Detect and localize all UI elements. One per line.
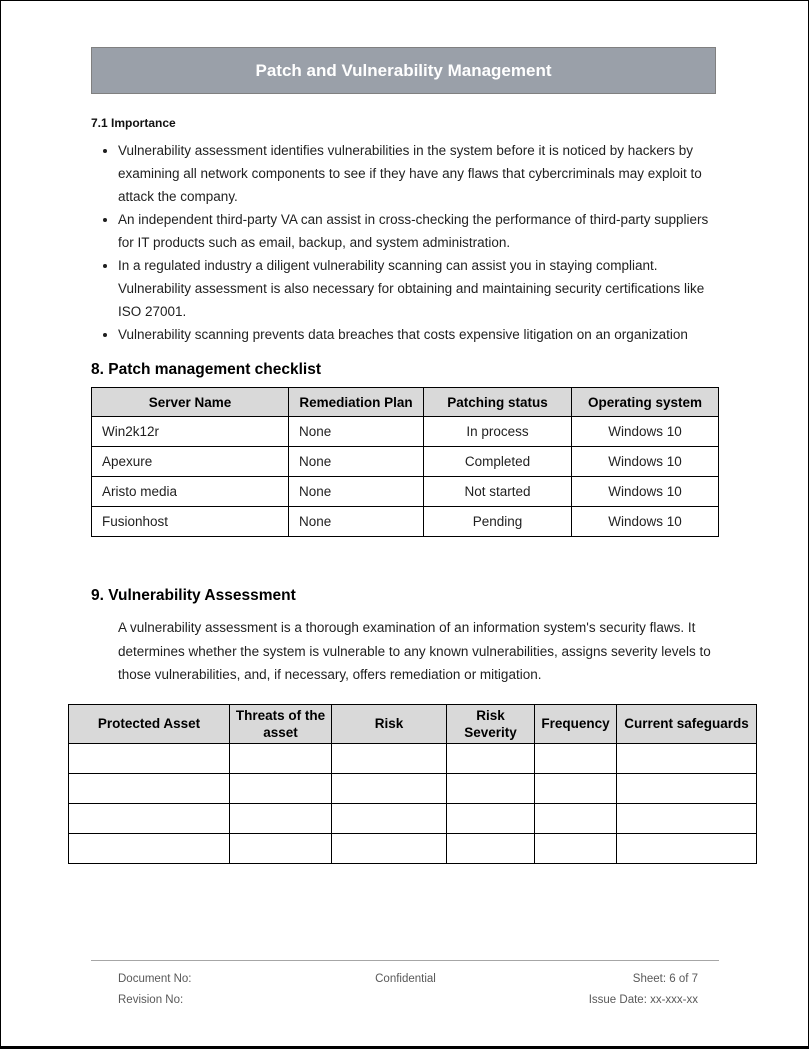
table-cell [332, 773, 447, 803]
vulnerability-assessment-heading: 9. Vulnerability Assessment [91, 587, 296, 604]
table-header-row [92, 388, 719, 417]
table-cell [332, 803, 447, 833]
table-cell: Aristo media [92, 477, 289, 507]
patch-management-table [91, 387, 719, 537]
table-row [69, 803, 757, 833]
table-cell: None [289, 477, 424, 507]
table-row [69, 743, 757, 773]
table-cell [69, 773, 230, 803]
table-cell [447, 833, 535, 863]
table-cell: Windows 10 [572, 417, 719, 447]
table-cell: Windows 10 [572, 507, 719, 537]
table-cell [617, 833, 757, 863]
footer-divider [91, 960, 719, 961]
column-header: Current safeguards [617, 704, 757, 743]
table-cell [69, 833, 230, 863]
table-cell: Pending [424, 507, 572, 537]
page-title: Patch and Vulnerability Management [255, 60, 552, 80]
table-cell [617, 773, 757, 803]
table-cell: Not started [424, 477, 572, 507]
table-cell: Windows 10 [572, 447, 719, 477]
page-footer [1, 960, 809, 1011]
table-row [92, 507, 719, 537]
column-header: Patching status [424, 388, 572, 417]
footer-right-block [589, 969, 698, 1011]
table-row [92, 447, 719, 477]
table-row [92, 477, 719, 507]
table-cell [447, 773, 535, 803]
column-header: Operating system [572, 388, 719, 417]
importance-heading: 7.1 Importance [91, 116, 176, 130]
table-cell [535, 773, 617, 803]
table-cell: Windows 10 [572, 477, 719, 507]
bullet-item: • Vulnerability assessment identifies vulnerabilities in the system before it is noticed by hackers by examining all network components to see if they have any flaws that cybercriminals may exploit to attack the company. [118, 139, 718, 208]
table-cell [230, 773, 332, 803]
table-cell: None [289, 417, 424, 447]
table-cell [332, 833, 447, 863]
table-cell: Win2k12r [92, 417, 289, 447]
table-cell: None [289, 507, 424, 537]
table-cell [447, 803, 535, 833]
column-header: Protected Asset [69, 704, 230, 743]
column-header: Risk Severity [447, 704, 535, 743]
vulnerability-assessment-paragraph: A vulnerability assessment is a thorough examination of an information system's security flaws. It determines whether the system is vulnerable to any known vulnerabilities, assigns severity levels to those vulnerabilities, and, if necessary, offers remediation or mitigation. [118, 620, 711, 682]
table-cell: None [289, 447, 424, 477]
table-cell [230, 743, 332, 773]
column-header: Risk [332, 704, 447, 743]
table-cell [617, 743, 757, 773]
confidential-label: Confidential [375, 973, 436, 985]
table-row [92, 417, 719, 447]
table-row [69, 773, 757, 803]
table-cell: Apexure [92, 447, 289, 477]
table-header-row [69, 704, 757, 743]
table-cell: Completed [424, 447, 572, 477]
table-cell [332, 743, 447, 773]
vulnerability-assessment-table [68, 704, 757, 864]
sheet-label: Sheet: 6 of 7 [632, 973, 698, 985]
importance-bullet-list [100, 139, 718, 346]
table-cell [535, 743, 617, 773]
table-cell [447, 743, 535, 773]
title-banner [91, 47, 716, 94]
revision-no-label: Revision No: [118, 994, 184, 1006]
table-row [69, 833, 757, 863]
column-header: Remediation Plan [289, 388, 424, 417]
table-cell [69, 743, 230, 773]
table-cell: In process [424, 417, 572, 447]
column-header: Frequency [535, 704, 617, 743]
table-cell [230, 803, 332, 833]
patch-checklist-heading: 8. Patch management checklist [91, 361, 322, 378]
table-cell [617, 803, 757, 833]
document-no-label: Document No: [118, 973, 192, 985]
table-cell [535, 833, 617, 863]
column-header: Threats of the asset [230, 704, 332, 743]
table-cell [535, 803, 617, 833]
issue-date-label: Issue Date: xx-xxx-xx [588, 994, 698, 1006]
footer-content [1, 969, 809, 1011]
column-header: Server Name [92, 388, 289, 417]
bullet-item: • An independent third-party VA can assist in cross-checking the performance of third-party suppliers for IT products such as email, backup, and system administration. [118, 208, 718, 254]
bullet-item: • In a regulated industry a diligent vulnerability scanning can assist you in staying compliant. Vulnerability assessment is also necessary for obtaining and maintaining security certifications like ISO 27001. [118, 254, 718, 323]
bullet-item: • Vulnerability scanning prevents data breaches that costs expensive litigation on an organization [118, 323, 718, 346]
table-cell [69, 803, 230, 833]
table-cell [230, 833, 332, 863]
table-cell: Fusionhost [92, 507, 289, 537]
